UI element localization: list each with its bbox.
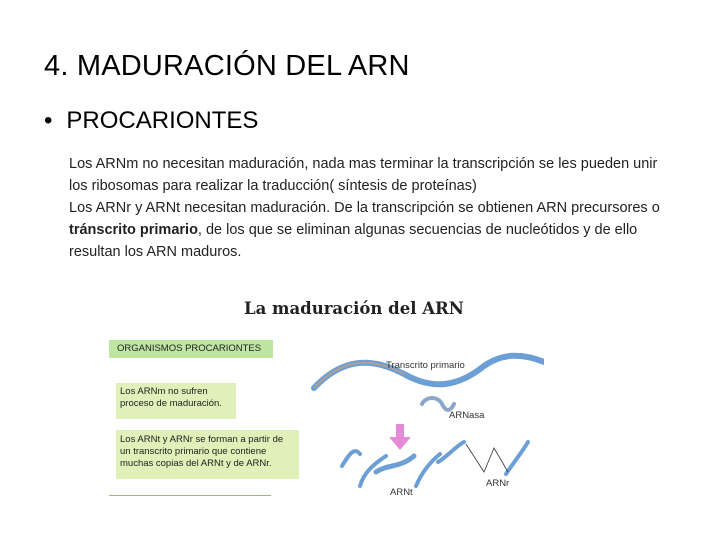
figure-diagram: [104, 296, 544, 501]
arnasa-enzyme: [422, 398, 454, 410]
process-arrow: [389, 424, 411, 450]
fragment-1: [342, 451, 360, 466]
paragraph-arnr-arnt: [69, 197, 669, 263]
bullet-symbol: •: [44, 107, 53, 134]
fragment-4: [416, 454, 440, 486]
paragraph-2-bold: tránscrito primario: [69, 222, 198, 238]
figure-title: La maduración del ARN: [244, 299, 464, 318]
figure-box-arnt-arnr: Los ARNt y ARNr se forman a partir de un transcrito primario que contiene muchas copias del ARNt y de ARNr.: [116, 430, 299, 479]
bullet-procariontes: [44, 107, 258, 135]
arnr-pointer: [466, 444, 508, 472]
paragraph-arnm: Los ARNm no necesitan maduración, nada mas terminar la transcripción se les pueden unir los ribosomas para realizar la traducción( síntesis de proteínas): [69, 156, 658, 194]
fragment-5: [438, 442, 464, 462]
figure-header-box: ORGANISMOS PROCARIONTES: [109, 340, 273, 358]
label-arnr: ARNr: [486, 478, 510, 489]
label-arnt: ARNt: [390, 487, 413, 498]
paragraph-2-end: , de los que se eliminan algunas secuencias de nucleótidos y de ello resultan los ARN maduros.: [69, 222, 638, 260]
paragraph-2-start: Los ARNr y ARNt necesitan maduración. De la transcripción se obtienen ARN precursores o: [69, 200, 660, 216]
fragment-6: [506, 442, 528, 474]
bullet-text: PROCARIONTES: [66, 107, 259, 134]
label-arnasa: ARNasa: [449, 410, 485, 421]
slide-title: 4. MADURACIÓN DEL ARN: [44, 50, 410, 82]
figure-box-arnm: Los ARNm no sufren proceso de maduración.: [116, 383, 236, 419]
maturation-figure: [104, 296, 544, 501]
label-primary-transcript: Transcrito primario: [386, 360, 465, 371]
body-text: [69, 153, 669, 263]
